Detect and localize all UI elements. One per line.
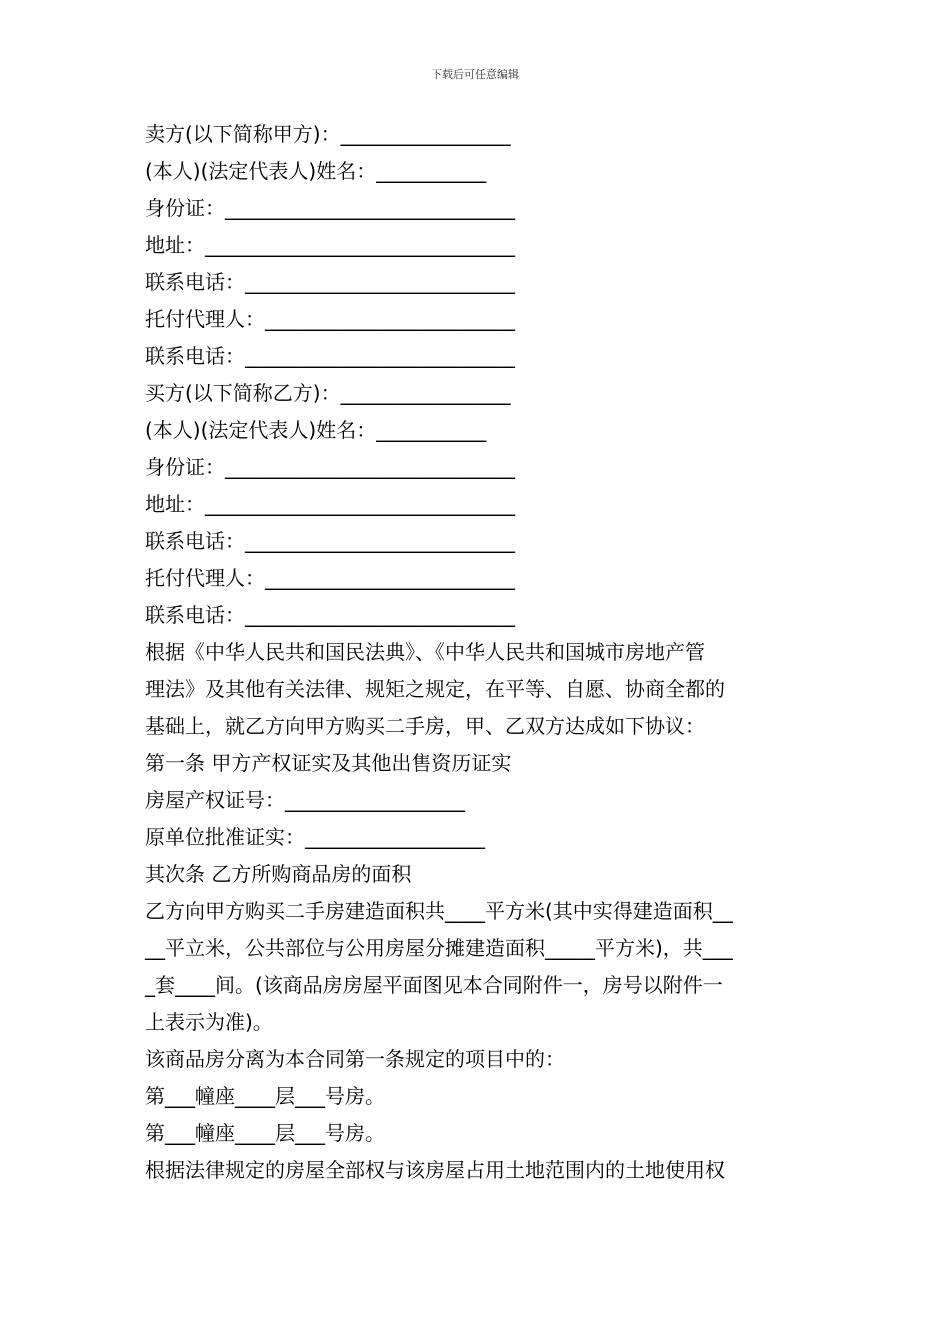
- area-paragraph-line-4: 上表示为准)。: [145, 1010, 273, 1034]
- area-paragraph-line-2: __平立米，公共部位与公用房屋分摊建造面积_____平方米)，共___: [145, 936, 733, 960]
- seller-representative-line: (本人)(法定代表人)姓名：___________: [145, 159, 487, 183]
- seller-agent-phone-line: 联系电话：___________________________: [145, 344, 515, 368]
- buyer-agent-phone-line: 联系电话：___________________________: [145, 603, 515, 627]
- buyer-representative-line: (本人)(法定代表人)姓名：___________: [145, 418, 487, 442]
- project-location-line: 该商品房分离为本合同第一条规定的项目中的：: [145, 1047, 565, 1071]
- buyer-id-line: 身份证：_____________________________: [145, 455, 515, 479]
- seller-address-line: 地址：_______________________________: [145, 233, 515, 257]
- preamble-line-3: 基础上，就乙方向甲方购买二手房，甲、乙双方达成如下协议：: [145, 714, 705, 738]
- area-paragraph-line-1: 乙方向甲方购买二手房建造面积共____平方米(其中实得建造面积__: [145, 899, 733, 923]
- seller-id-line: 身份证：_____________________________: [145, 196, 515, 220]
- article-1-heading: 第一条 甲方产权证实及其他出售资历证实: [145, 751, 512, 775]
- unit-line-1: 第___幢座____层___号房。: [145, 1084, 385, 1108]
- seller-name-line: 卖方(以下简称甲方)：_________________: [145, 122, 511, 146]
- property-certificate-line: 房屋产权证号：__________________: [145, 788, 465, 812]
- preamble-line-2: 理法》及其他有关法律、规矩之规定，在平等、自愿、协商全都的: [145, 677, 725, 701]
- unit-line-2: 第___幢座____层___号房。: [145, 1121, 385, 1145]
- area-paragraph-line-3: _套____间。(该商品房房屋平面图见本合同附件一，房号以附件一: [145, 973, 723, 997]
- buyer-address-line: 地址：_______________________________: [145, 492, 515, 516]
- buyer-name-line: 买方(以下简称乙方)：_________________: [145, 381, 511, 405]
- article-2-heading: 其次条 乙方所购商品房的面积: [145, 862, 412, 886]
- preamble-line-1: 根据《中华人民共和国民法典》、《中华人民共和国城市房地产管: [145, 640, 705, 664]
- buyer-agent-line: 托付代理人：_________________________: [145, 566, 515, 590]
- seller-phone-line: 联系电话：___________________________: [145, 270, 515, 294]
- buyer-phone-line: 联系电话：___________________________: [145, 529, 515, 553]
- page-header: 下载后可任意编辑: [431, 68, 519, 81]
- approval-certificate-line: 原单位批准证实：__________________: [145, 825, 485, 849]
- seller-agent-line: 托付代理人：_________________________: [145, 307, 515, 331]
- ownership-paragraph-line: 根据法律规定的房屋全部权与该房屋占用土地范围内的土地使用权: [145, 1158, 725, 1182]
- contract-body: [145, 116, 815, 1189]
